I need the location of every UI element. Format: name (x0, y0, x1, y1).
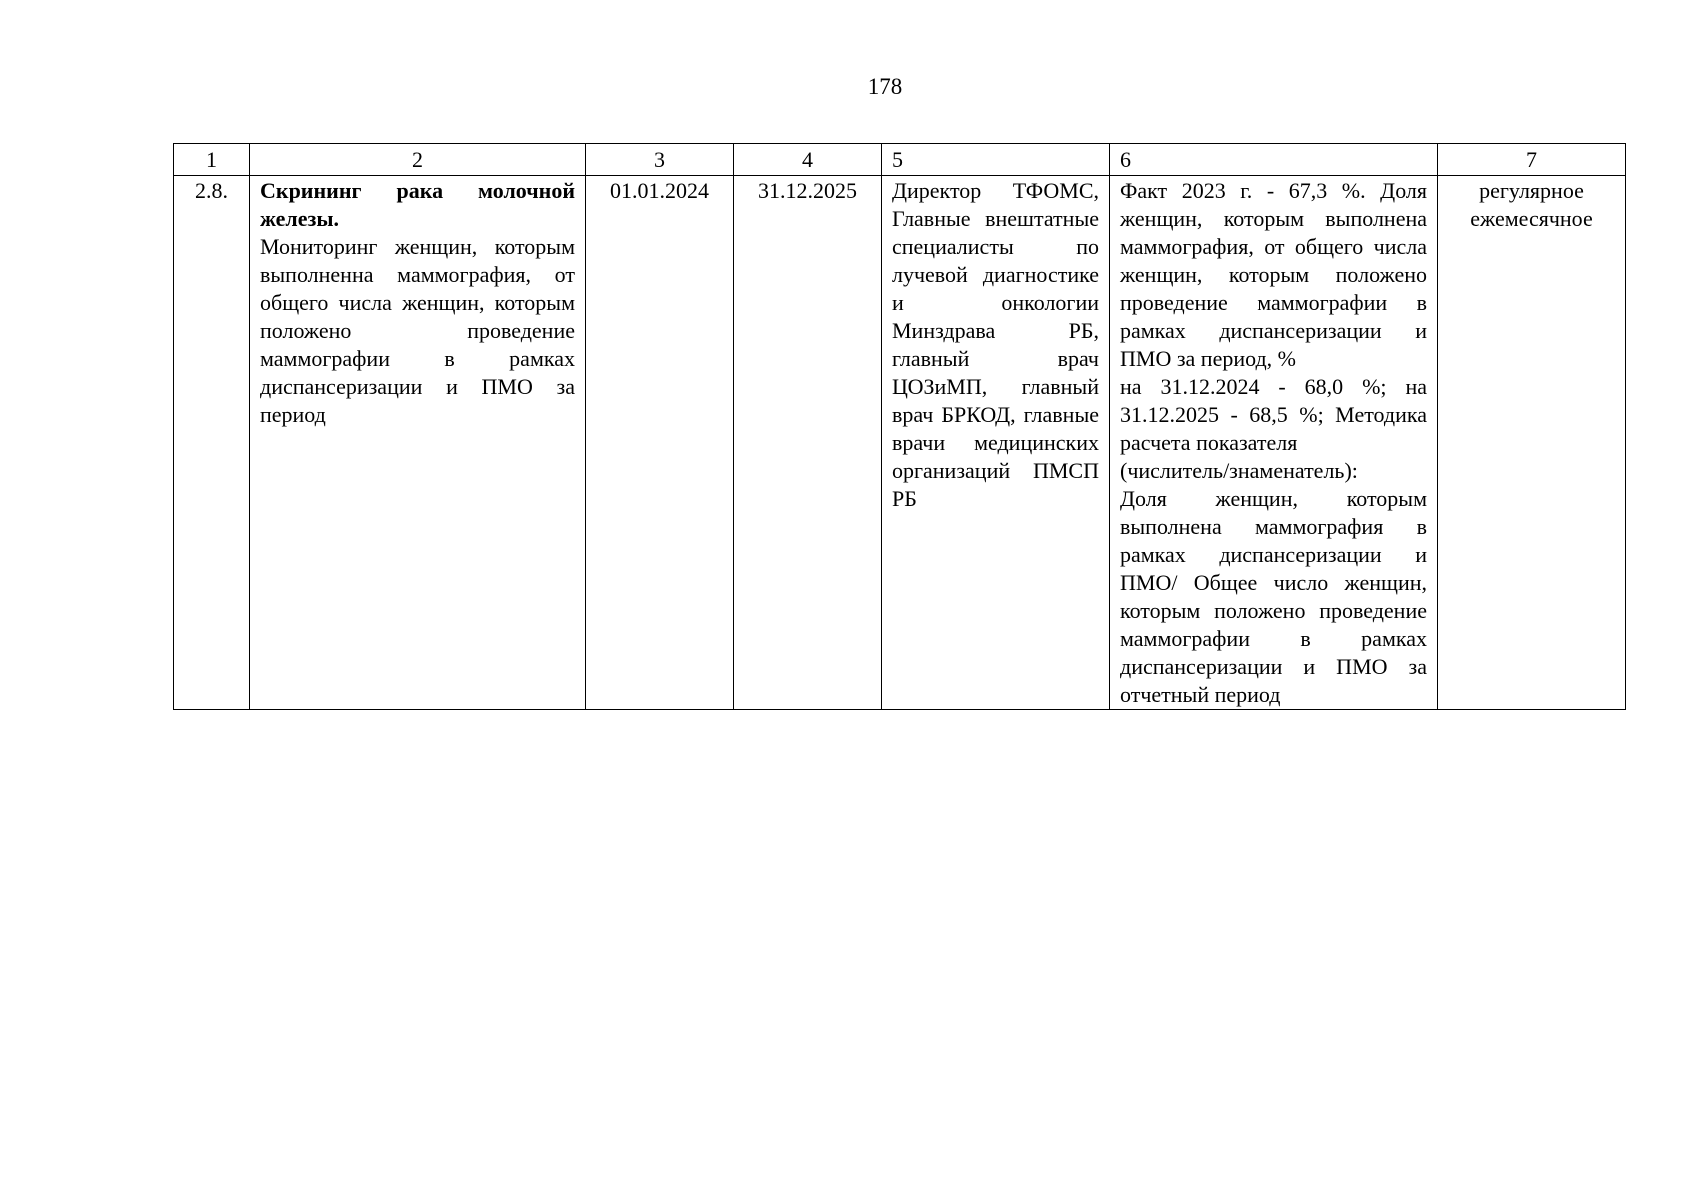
start-date: 01.01.2024 (586, 176, 734, 710)
column-header-4: 4 (734, 144, 882, 176)
event-description: Мониторинг женщин, которым выполненна маммография, от общего числа женщин, которым положено проведение маммографии в рамках диспансеризации и ПМО за период (260, 234, 575, 427)
event-title: Скрининг рака молочной железы. (260, 178, 575, 231)
column-header-7: 7 (1438, 144, 1626, 176)
periodicity-monthly: ежемесячное (1470, 206, 1593, 231)
row-number: 2.8. (174, 176, 250, 710)
column-header-1: 1 (174, 144, 250, 176)
indicator-targets: на 31.12.2024 - 68,0 %; на 31.12.2025 - 68,5 %; Методика расчета показателя (1120, 374, 1427, 455)
page-number: 178 (867, 74, 903, 99)
indicator-fact: Факт 2023 г. - 67,3 %. Доля женщин, которым выполнена маммография, от общего числа женщин, которым положено проведение маммографии в рамках диспансеризации и ПМО за период, % (1120, 178, 1427, 371)
column-header-2: 2 (250, 144, 586, 176)
table-row (174, 176, 1626, 710)
responsible-cell: Директор ТФОМС, Главные внештатные специалисты по лучевой диагностике и онкологии Минздрава РБ, главный врач ЦОЗиМП, главный врач БРКОД, главные врачи медицинских организаций ПМСП РБ (882, 176, 1110, 710)
table-header-row (174, 144, 1626, 176)
indicator-formula: Доля женщин, которым выполнена маммография в рамках диспансеризации и ПМО/ Общее число женщин, которым положено проведение маммографии в рамках диспансеризации и ПМО за отчетный период (1120, 486, 1427, 707)
column-header-5: 5 (882, 144, 1110, 176)
periodicity-regular: регулярное (1479, 178, 1584, 203)
event-cell (250, 176, 586, 710)
column-header-6: 6 (1110, 144, 1438, 176)
periodicity-cell (1438, 176, 1626, 710)
plan-table (173, 143, 1626, 710)
indicator-cell (1110, 176, 1438, 710)
column-header-3: 3 (586, 144, 734, 176)
indicator-formula-label: (числитель/знаменатель): (1120, 458, 1358, 483)
end-date: 31.12.2025 (734, 176, 882, 710)
